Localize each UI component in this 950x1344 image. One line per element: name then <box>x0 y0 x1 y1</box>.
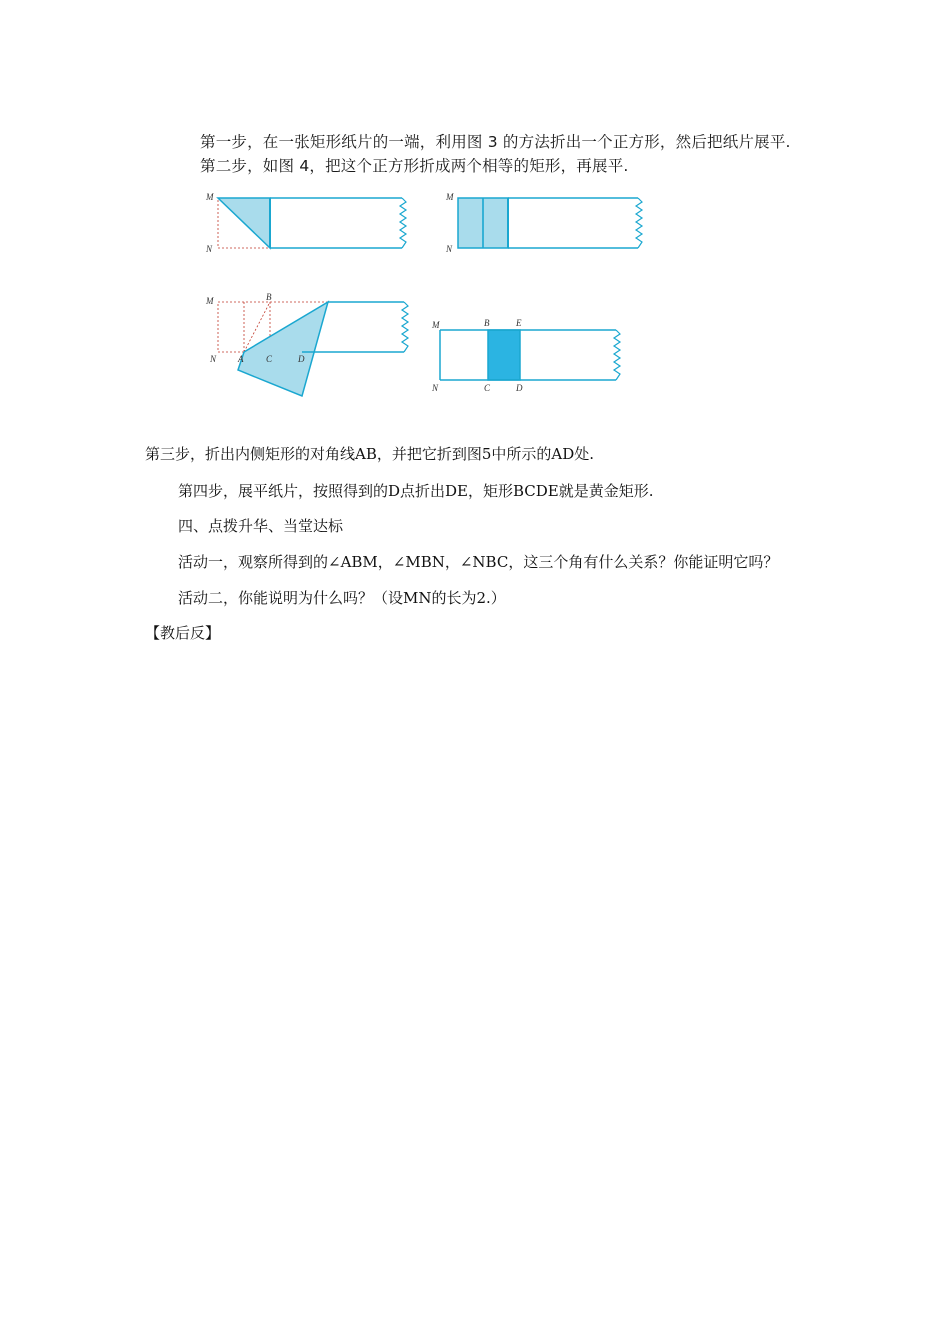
fig-d-label-n: N <box>432 383 439 393</box>
fig-c-label-a: A <box>238 354 244 364</box>
fig-c-label-n: N <box>210 354 217 364</box>
fig-d-label-d: D <box>516 383 523 393</box>
figure-step1-text: 第一步，在一张矩形纸片的一端，利用图 3 的方法折出一个正方形，然后把纸片展平. <box>200 133 791 151</box>
fig-c-label-b: B <box>266 292 272 302</box>
fig-d-label-m: M <box>432 320 440 330</box>
section-heading-4: 四、点拨升华、当堂达标 <box>178 517 344 535</box>
fig-a-label-n: N <box>206 244 213 254</box>
fig-a-label-m: M <box>206 192 214 202</box>
fig-c-label-m: M <box>206 296 214 306</box>
activity1-paragraph: 活动一，观察所得到的∠ABM，∠MBN，∠NBC，这三个角有什么关系？你能证明它吗？ <box>178 553 779 571</box>
activity2-paragraph: 活动二，你能说明为什么吗？（设MN的长为2.） <box>178 589 506 607</box>
fig-d-label-b: B <box>484 318 490 328</box>
fold-diagram-d <box>430 316 630 394</box>
folding-figure <box>196 124 816 396</box>
fig-b-label-m: M <box>446 192 454 202</box>
step3-paragraph: 第三步，折出内侧矩形的对角线AB，并把它折到图5中所示的AD处. <box>145 445 595 463</box>
fig-c-label-d: D <box>298 354 305 364</box>
fig-d-label-e: E <box>516 318 522 328</box>
reflection-heading: 【教后反】 <box>145 624 221 642</box>
fig-c-label-c: C <box>266 354 273 364</box>
fold-diagram-b <box>444 192 654 254</box>
fold-diagram-c <box>204 290 419 400</box>
fig-d-label-c: C <box>484 383 491 393</box>
fold-diagram-a <box>204 192 414 254</box>
figure-step2-text: 第二步，如图 4，把这个正方形折成两个相等的矩形，再展平. <box>200 157 629 175</box>
step4-paragraph: 第四步，展平纸片，按照得到的D点折出DE，矩形BCDE就是黄金矩形. <box>178 482 654 500</box>
fig-b-label-n: N <box>446 244 453 254</box>
